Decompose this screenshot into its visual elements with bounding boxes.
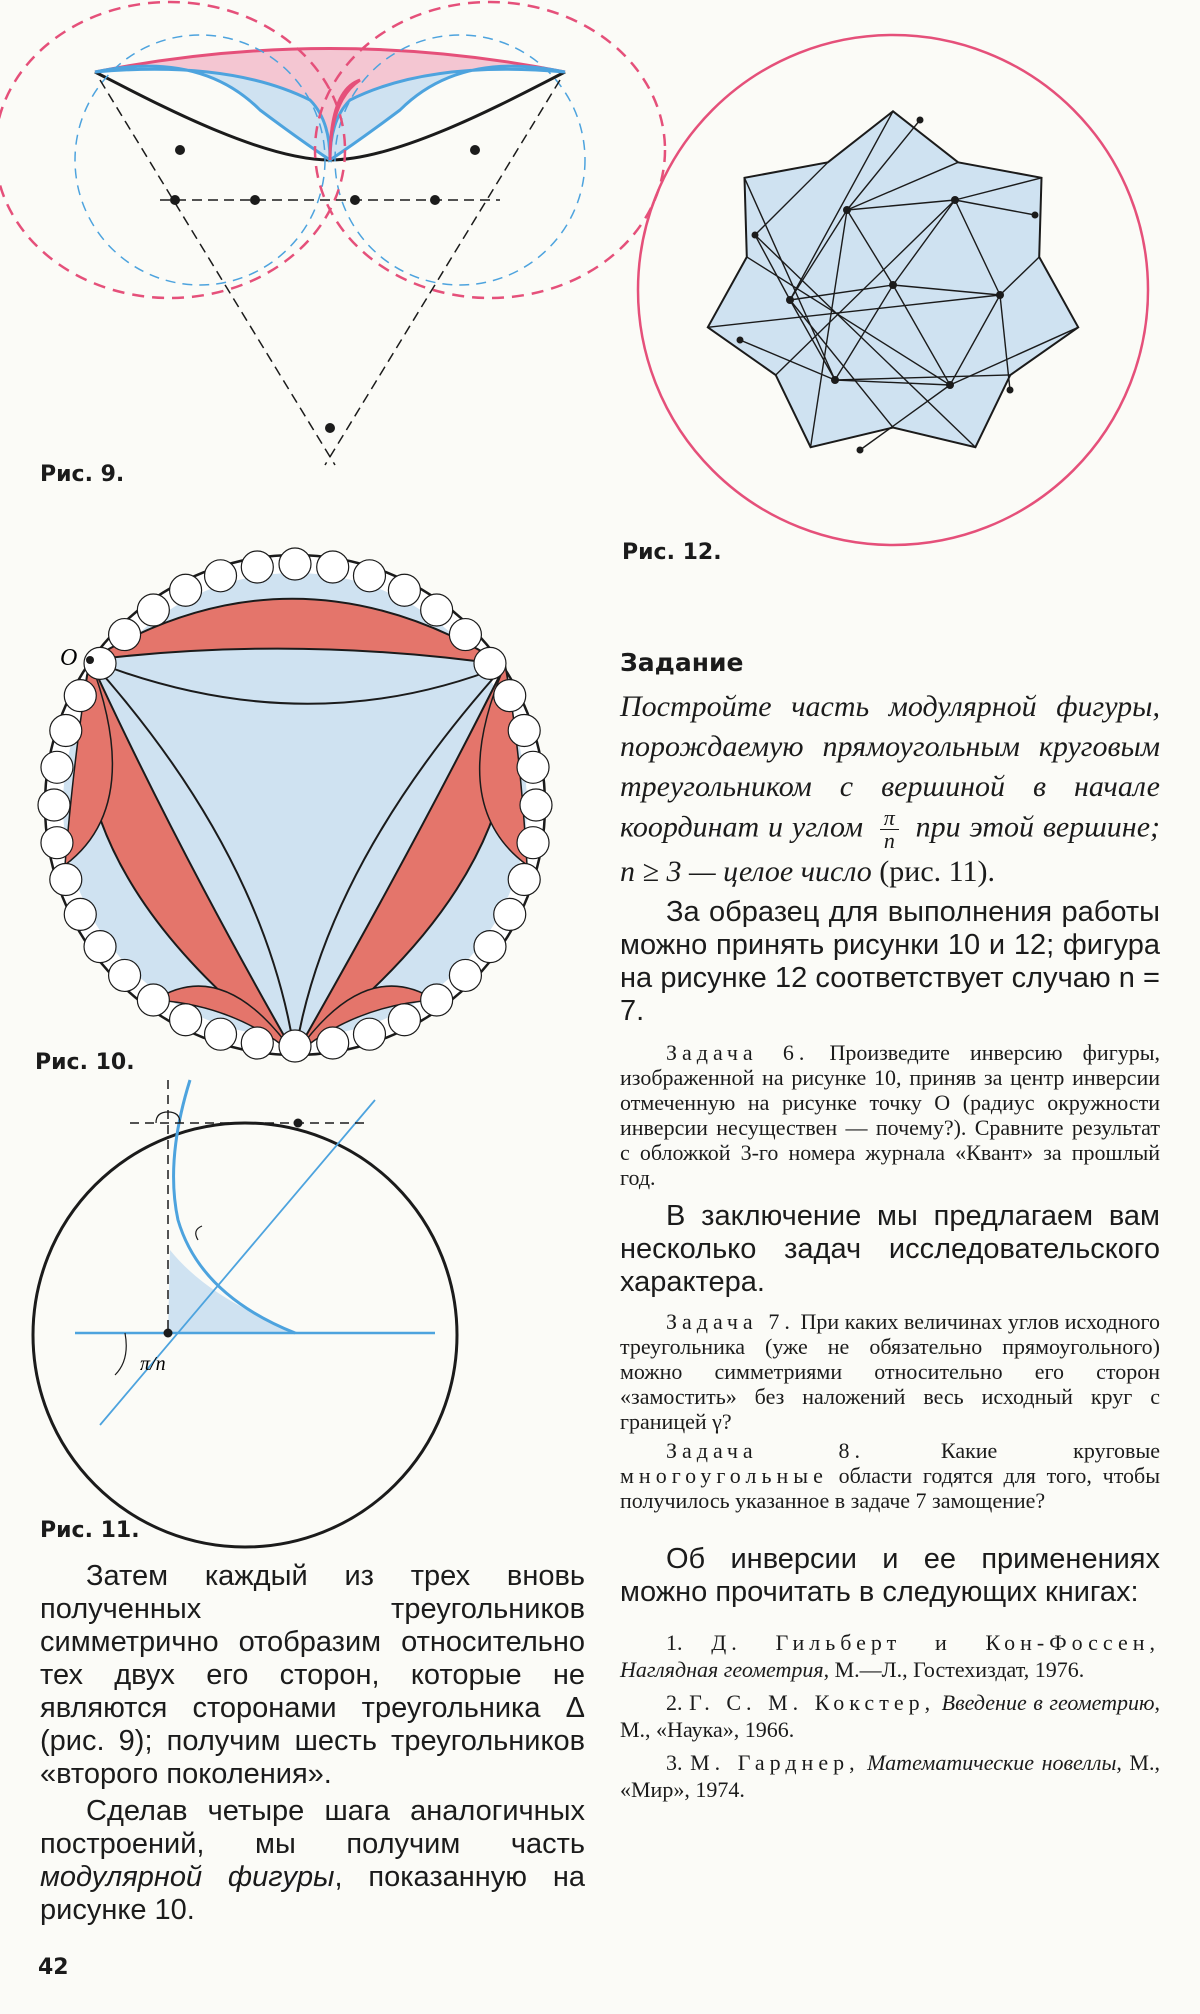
fig10-boundary-scallop-37 bbox=[474, 647, 506, 679]
books-list bbox=[620, 1629, 1160, 1803]
fig9-point-1 bbox=[175, 145, 185, 155]
page-number: 42 bbox=[38, 1955, 69, 1980]
task-body bbox=[620, 687, 1160, 892]
fig10-boundary-scallop-36 bbox=[449, 619, 481, 651]
fig10-boundary-scallop-2 bbox=[517, 827, 549, 859]
fig10-boundary-scallop-22 bbox=[41, 751, 73, 783]
left-paragraph-2-emphasis: модулярной фигуры bbox=[40, 1861, 335, 1893]
fig10-boundary-scallop-28 bbox=[170, 574, 202, 606]
books-intro bbox=[620, 1543, 1160, 1609]
fig12-vertex-outer-1 bbox=[752, 232, 759, 239]
fig10-boundary-scallop-21 bbox=[38, 789, 70, 821]
problem-8 bbox=[620, 1438, 1160, 1513]
book-1-publisher: , М.—Л., Гостехиздат, 1976. bbox=[823, 1657, 1085, 1682]
problem-6-text: Произведите инверсию фигуры, изображенной на рисунке 10, приняв за центр инверсии отмеченную на рисунке точку O (радиус окружности инверсии несуществен — почему?). Сравните результат с обложкой 3-го номера журнала «Квант» за прошлый год. bbox=[620, 1040, 1160, 1190]
fig10-boundary-scallop-16 bbox=[109, 959, 141, 991]
book-2-title: Введение в геометрию bbox=[941, 1690, 1155, 1715]
fig9-dashed-pink-circle-left bbox=[0, 2, 345, 298]
fig12-caption: Рис. 12. bbox=[622, 540, 722, 565]
fig10-boundary-scallop-7 bbox=[421, 984, 453, 1016]
fig10-boundary-scallop-40 bbox=[517, 751, 549, 783]
fig12-vertex-hub-2 bbox=[786, 296, 794, 304]
fig10-boundary-scallop-32 bbox=[317, 551, 349, 583]
fig10-boundary-scallop-14 bbox=[170, 1004, 202, 1036]
book-3-title: Математические новеллы bbox=[867, 1750, 1117, 1775]
book-2-number: 2. bbox=[666, 1690, 683, 1715]
task-fraction bbox=[880, 807, 899, 852]
problems-7-8 bbox=[620, 1309, 1160, 1513]
fig10-caption: Рис. 10. bbox=[35, 1050, 135, 1075]
research-intro-text: В заключение мы предлагаем вам несколько задач исследовательского характера. bbox=[620, 1200, 1160, 1298]
book-item-1 bbox=[620, 1629, 1160, 1683]
task-fraction-numerator: π bbox=[880, 807, 899, 830]
fig9-dashed-pink-circle-right bbox=[315, 2, 665, 298]
task-body-part-2: при этой вершине; bbox=[906, 810, 1160, 844]
fig11-angle-arc bbox=[115, 1333, 126, 1375]
fig10-boundary-scallop-19 bbox=[50, 863, 82, 895]
fig10-boundary-scallop-17 bbox=[84, 931, 116, 963]
fig10-boundary-scallop-8 bbox=[388, 1004, 420, 1036]
task-fraction-denominator: n bbox=[883, 828, 895, 853]
left-paragraph-2-end: , показанную на рисунке 10. bbox=[40, 1861, 585, 1926]
book-2-publisher: , М., «Наука», 1966. bbox=[620, 1690, 1161, 1742]
fig12-vertex-hub-7 bbox=[831, 376, 839, 384]
fig12-tiling-region bbox=[708, 111, 1078, 447]
figure-11 bbox=[30, 1080, 570, 1530]
fig12-vertex-outer-6 bbox=[737, 337, 744, 344]
problem-8-text-end: области годятся для того, чтобы получилось указанное в задаче 7 замощение? bbox=[620, 1463, 1160, 1513]
fig10-boundary-scallop-1 bbox=[520, 789, 552, 821]
fig9-point-5 bbox=[350, 195, 360, 205]
task-body-part-3: n ≥ 3 — целое число bbox=[620, 855, 872, 888]
right-text-column bbox=[620, 648, 1160, 1809]
fig10-boundary-scallop-20 bbox=[41, 827, 73, 859]
fig12-vertex-hub-4 bbox=[951, 196, 959, 204]
fig10-boundary-scallop-11 bbox=[279, 1030, 311, 1062]
fig10-boundary-scallop-13 bbox=[205, 1018, 237, 1050]
fig10-boundary-scallop-6 bbox=[449, 959, 481, 991]
fig10-boundary-scallop-33 bbox=[353, 560, 385, 592]
fig10-boundary-scallop-4 bbox=[494, 898, 526, 930]
fig9-point-4 bbox=[250, 195, 260, 205]
fig12-vertex-hub-3 bbox=[843, 206, 851, 214]
left-text-block bbox=[40, 1560, 585, 1927]
problem-7-text: При каких величинах углов исходного треугольника (уже не обязательно прямоугольного) можно симметриями относительно его сторон «замостить» без наложений весь исходный круг с границей γ? bbox=[620, 1309, 1160, 1434]
fig9-point-3 bbox=[170, 195, 180, 205]
fig11-circle bbox=[33, 1123, 457, 1547]
task-sample-text: За образец для выполнения работы можно принять рисунки 10 и 12; фигура на рисунке 12 соответствует случаю n = 7. bbox=[620, 896, 1160, 1027]
fig12-vertex-hub-1 bbox=[889, 281, 897, 289]
problem-6 bbox=[620, 1040, 1160, 1190]
fig10-boundary-scallop-34 bbox=[388, 574, 420, 606]
fig12-vertex-outer-5 bbox=[857, 447, 864, 454]
fig10-boundary-scallop-15 bbox=[137, 984, 169, 1016]
figure-10 bbox=[35, 545, 555, 1065]
left-paragraph-1: Затем каждый из трех вновь полученных треугольников симметрично отобразим относительно тех двух его сторон, которые не являются сторонами треугольника Δ (рис. 9); получим шесть треугольников «второго поколения». bbox=[40, 1560, 585, 1790]
fig11-point-top bbox=[294, 1119, 303, 1128]
fig12-vertex-outer-3 bbox=[1032, 212, 1039, 219]
book-2-author: Г. С. М. Кокстер, bbox=[689, 1690, 936, 1715]
fig9-point-7 bbox=[325, 423, 335, 433]
task-heading: Задание bbox=[620, 648, 744, 677]
fig10-boundary-scallop-24 bbox=[64, 680, 96, 712]
fig11-right-angle-mark-arc bbox=[196, 1226, 202, 1240]
fig12-vertex-hub-5 bbox=[996, 291, 1004, 299]
fig12-vertex-hub-6 bbox=[946, 381, 954, 389]
book-1-number: 1. bbox=[666, 1630, 683, 1655]
fig10-point-o-label: O bbox=[60, 645, 78, 671]
left-paragraph-2 bbox=[40, 1795, 585, 1927]
figure-12 bbox=[615, 30, 1175, 550]
task-sample-paragraph bbox=[620, 896, 1160, 1028]
books-intro-text: Об инверсии и ее применениях можно прочитать в следующих книгах: bbox=[620, 1543, 1160, 1608]
fig11-angle-label: π/n bbox=[140, 1353, 166, 1375]
fig10-boundary-scallop-39 bbox=[508, 715, 540, 747]
fig12-vertex-outer-2 bbox=[917, 117, 924, 124]
book-3-number: 3. bbox=[666, 1750, 683, 1775]
book-3-author: М. Гарднер, bbox=[690, 1750, 860, 1775]
fig10-boundary-scallop-30 bbox=[241, 551, 273, 583]
problem-7-label: Задача 7. bbox=[666, 1309, 795, 1334]
problem-6-label: Задача 6. bbox=[666, 1040, 810, 1065]
figure-9 bbox=[30, 40, 630, 500]
fig11-caption: Рис. 11. bbox=[40, 1518, 140, 1543]
task-body-part-1: Постройте часть модулярной фигуры, порождаемую прямоугольным круговым треугольником с вершиной в начале координат и углом bbox=[620, 690, 1160, 844]
fig10-boundary-scallop-18 bbox=[64, 898, 96, 930]
fig10-boundary-scallop-23 bbox=[50, 715, 82, 747]
problem-8-text-start: Какие круговые bbox=[865, 1438, 1160, 1463]
fig12-vertex-outer-4 bbox=[1007, 387, 1014, 394]
left-paragraph-2-start: Сделав четыре шага аналогичных построений, мы получим часть bbox=[40, 1795, 585, 1860]
fig10-boundary-scallop-12 bbox=[241, 1027, 273, 1059]
fig9-point-6 bbox=[430, 195, 440, 205]
fig11-point-origin bbox=[164, 1329, 173, 1338]
fig9-caption: Рис. 9. bbox=[40, 462, 125, 487]
fig10-point-o bbox=[86, 656, 94, 664]
fig10-boundary-scallop-9 bbox=[353, 1018, 385, 1050]
fig10-boundary-scallop-38 bbox=[494, 680, 526, 712]
fig10-boundary-scallop-27 bbox=[137, 594, 169, 626]
problem-8-spaced-word: многоугольные bbox=[620, 1463, 828, 1488]
book-item-3 bbox=[620, 1749, 1160, 1803]
research-intro bbox=[620, 1200, 1160, 1299]
book-1-title: Наглядная геометрия bbox=[620, 1657, 824, 1682]
task-body-part-4: (рис. 11). bbox=[871, 855, 996, 888]
fig10-boundary-scallop-3 bbox=[508, 863, 540, 895]
fig10-boundary-scallop-29 bbox=[205, 560, 237, 592]
book-3-publisher: , М., «Мир», 1974. bbox=[620, 1750, 1160, 1802]
fig9-point-2 bbox=[470, 145, 480, 155]
fig10-boundary-scallop-35 bbox=[421, 594, 453, 626]
fig10-boundary-scallop-5 bbox=[474, 931, 506, 963]
fig10-boundary-scallop-26 bbox=[109, 619, 141, 651]
book-1-author: Д. Гильберт и Кон-Фоссен, bbox=[711, 1630, 1160, 1655]
problem-7 bbox=[620, 1309, 1160, 1434]
problem-8-label: Задача 8. bbox=[666, 1438, 866, 1463]
fig10-boundary-scallop-31 bbox=[279, 548, 311, 580]
book-item-2 bbox=[620, 1689, 1160, 1743]
fig10-boundary-scallop-10 bbox=[317, 1027, 349, 1059]
